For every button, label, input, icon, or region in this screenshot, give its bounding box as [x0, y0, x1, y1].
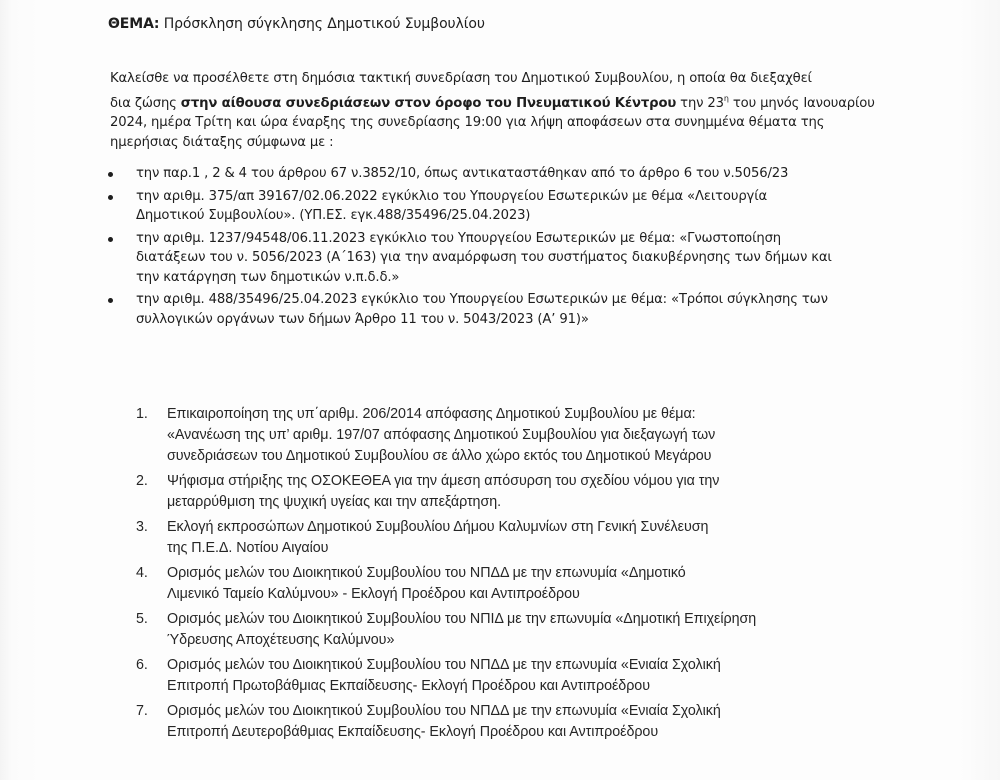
intro-line-4: ημερήσιας διάταξης σύμφωνα με :	[110, 134, 334, 150]
reference-line: την αριθμ. 488/35496/25.04.2023 εγκύκλιο του Υπουργείου Εσωτερικών με θέμα: «Τρόποι σύγκλησης των	[136, 292, 828, 307]
intro-paragraph	[110, 69, 990, 152]
agenda-item	[136, 563, 976, 605]
bullet-icon	[108, 237, 113, 242]
bullet-icon	[108, 172, 113, 177]
subject-text: Πρόσκληση σύγκλησης Δημοτικού Συμβουλίου	[159, 16, 485, 32]
agenda-item	[136, 701, 976, 743]
meeting-location: στην αίθουσα συνεδριάσεων στον όροφο του Πνευματικού Κέντρου	[180, 95, 677, 111]
agenda-line: Επιτροπή Πρωτοβάθμιας Εκπαίδευσης- Εκλογή Προέδρου και Αντιπροέδρου	[167, 678, 650, 694]
agenda-item	[136, 404, 976, 467]
bullet-icon	[108, 195, 113, 200]
ordinal-suffix: η	[723, 93, 729, 103]
reference-line: την κατάργηση των δημοτικών ν.π.δ.δ.»	[136, 269, 400, 285]
agenda-item	[136, 517, 976, 559]
intro-line-2	[110, 89, 990, 114]
agenda-number: 1.	[136, 406, 148, 422]
agenda-line: Λιμενικό Ταμείο Καλύμνου» - Εκλογή Προέδρου και Αντιπροέδρου	[167, 586, 580, 602]
agenda-line: Ορισμός μελών του Διοικητικού Συμβουλίου του ΝΠΔΔ με την επωνυμία «Ενιαία Σχολική	[167, 703, 721, 719]
intro-line-3: 2024, ημέρα Τρίτη και ώρα έναρξης της συνεδρίασης 19:00 για λήψη αποφάσεων στα συνημμένα θέματα της	[110, 115, 825, 130]
agenda-number: 6.	[136, 657, 148, 673]
reference-line: την αριθμ. 375/απ 39167/02.06.2022 εγκύκλιο του Υπουργείου Εσωτερικών με θέμα «Λειτουργία	[136, 188, 768, 204]
agenda-line: Ψήφισμα στήριξης της ΟΣΟΚΕΘΕΑ για την άμεση απόσυρση του σχεδίου νόμου για την	[167, 473, 720, 489]
agenda-number: 3.	[136, 519, 148, 535]
subject-label: ΘΕΜΑ:	[108, 16, 160, 32]
agenda-line: Εκλογή εκπροσώπων Δημοτικού Συμβουλίου Δήμου Καλυμνίων στη Γενική Συνέλευση	[167, 519, 709, 535]
agenda-line: Ορισμός μελών του Διοικητικού Συμβουλίου του ΝΠΔΔ με την επωνυμία «Δημοτικό	[167, 565, 686, 581]
intro-month: του μηνός Ιανουαρίου	[728, 95, 875, 111]
references-list	[104, 164, 984, 332]
agenda-line: Ύδρευσης Αποχέτευσης Καλύμνου»	[167, 632, 395, 648]
intro-line-1: Καλείσθε να προσέλθετε στη δημόσια τακτική συνεδρίαση του Δημοτικού Συμβουλίου, η οποία θα διεξαχθεί	[110, 71, 812, 86]
reference-line: την αριθμ. 1237/94548/06.11.2023 εγκύκλιο του Υπουργείου Εσωτερικών με θέμα: «Γνωστοποίηση	[136, 230, 782, 246]
reference-item	[104, 229, 984, 288]
agenda-number: 4.	[136, 565, 148, 581]
agenda-line: «Ανανέωση της υπ’ αριθμ. 197/07 απόφασης Δημοτικού Συμβουλίου για διεξαγωγή των	[167, 427, 716, 443]
intro-date: την 23	[676, 95, 724, 111]
agenda-item	[136, 609, 976, 651]
agenda-item	[136, 655, 976, 697]
agenda-line: συνεδριάσεων του Δημοτικού Συμβουλίου σε άλλο χώρο εκτός του Δημοτικού Μεγάρου	[167, 448, 712, 464]
reference-line: την παρ.1 , 2 & 4 του άρθρου 67 ν.3852/10, όπως αντικαταστάθηκαν από το άρθρο 6 του ν.5056/23	[136, 166, 789, 181]
agenda-line: Ορισμός μελών του Διοικητικού Συμβουλίου του ΝΠΔΔ με την επωνυμία «Ενιαία Σχολική	[167, 657, 721, 673]
subject-line	[108, 16, 485, 32]
reference-item	[104, 187, 984, 226]
agenda-item	[136, 471, 976, 513]
agenda-line: Επικαιροποίηση της υπ΄αριθμ. 206/2014 απόφασης Δημοτικού Συμβουλίου με θέμα:	[167, 406, 696, 422]
agenda-line: Επιτροπή Δευτεροβάθμιας Εκπαίδευσης- Εκλογή Προέδρου και Αντιπροέδρου	[167, 724, 659, 740]
agenda-number: 5.	[136, 611, 148, 627]
reference-line: συλλογικών οργάνων των δήμων Άρθρο 11 του ν. 5043/2023 (Α’ 91)»	[136, 311, 589, 327]
reference-item	[104, 164, 984, 184]
reference-line: διατάξεων του ν. 5056/2023 (Α΄163) για την αναμόρφωση του συστήματος διακυβέρνησης των δήμων και	[136, 250, 832, 265]
agenda-line: της Π.Ε.Δ. Νοτίου Αιγαίου	[167, 540, 329, 556]
agenda-number: 2.	[136, 473, 148, 489]
bullet-icon	[108, 298, 113, 303]
reference-line: Δημοτικού Συμβουλίου». (ΥΠ.ΕΣ. εγκ.488/35496/25.04.2023)	[136, 208, 531, 223]
agenda-line: Ορισμός μελών του Διοικητικού Συμβουλίου του ΝΠΙΔ με την επωνυμία «Δημοτική Επιχείρηση	[167, 611, 757, 627]
agenda-line: μεταρρύθμιση της ψυχική υγείας και την απεξάρτηση.	[167, 494, 502, 510]
agenda-topics-list	[136, 404, 976, 747]
reference-item	[104, 290, 984, 329]
intro-line-2-pre: δια ζώσης	[110, 95, 181, 111]
agenda-number: 7.	[136, 703, 148, 719]
